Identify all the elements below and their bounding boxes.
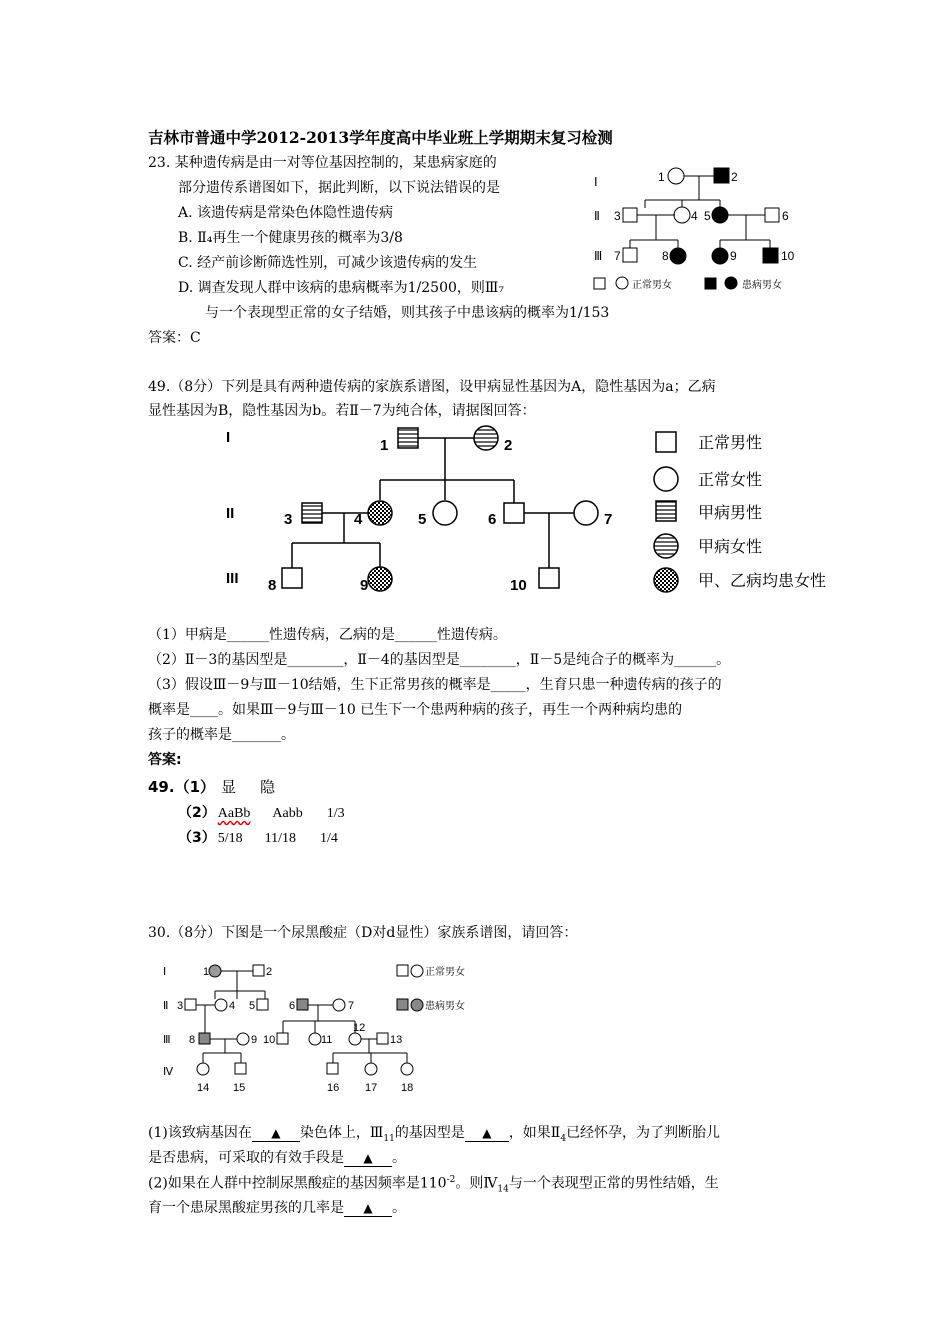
q30-part-2-line1 (148, 1176, 719, 1194)
q30-p1-sub4: 4 (560, 1133, 567, 1144)
q49-answer-3-v2: 11/18 (264, 831, 297, 846)
q49-gen-1: I (226, 429, 231, 446)
q49-part-3-line3: 孩子的概率是_______。 (148, 727, 295, 743)
q49-legend-a-female: 甲病女性 (698, 539, 763, 556)
q23-id-8: 8 (662, 249, 669, 263)
q23-id-4: 4 (691, 209, 698, 223)
q30-id-16: 16 (327, 1082, 340, 1094)
q30-id-5: 5 (249, 1000, 256, 1012)
q23-pedigree-diagram (590, 160, 800, 295)
q30-id-1: 1 (203, 966, 210, 978)
q30-id-8: 8 (189, 1034, 196, 1046)
q30-p1-text-a: (1)该致病基因在 (148, 1125, 252, 1141)
q23-id-5: 5 (704, 209, 711, 223)
q23-gen-2: Ⅱ (594, 209, 600, 223)
q30-p1-text-b: 染色体上，Ⅲ (299, 1125, 384, 1141)
q23-option-b: B. Ⅱ₄再生一个健康男孩的概率为3/8 (178, 230, 403, 246)
q30-id-17: 17 (365, 1082, 378, 1094)
q49-answer-3 (178, 827, 338, 847)
q23-gen-1: Ⅰ (594, 175, 598, 189)
q30-p1-text-c: 的基因型是 (394, 1125, 465, 1141)
q49-id-5: 5 (418, 511, 427, 528)
q23-stem-line2: 部分遗传系谱图如下，据此判断，以下说法错误的是 (178, 180, 500, 196)
q49-part-2: （2）Ⅱ－3的基因型是________，Ⅱ－4的基因型是________，Ⅱ－5是纯合子的概率为______。 (148, 652, 731, 668)
q30-p1-text-e: 已经怀孕，为了判断胎儿 (566, 1125, 721, 1141)
q49-answer-2-v2: Aabb (272, 806, 303, 821)
q23-legend-normal: 正常男女 (632, 280, 672, 291)
q30-p2-text-d: 与一个表现型正常的男性结婚，生 (508, 1175, 719, 1192)
q49-legend-normal-female: 正常女性 (698, 472, 763, 489)
q49-answer-3-prefix: （3） (178, 830, 216, 846)
q23-gen-3: Ⅲ (594, 249, 603, 263)
q49-id-6: 6 (488, 511, 497, 528)
q30-id-10: 10 (263, 1034, 276, 1046)
q30-blank-3: ▲ (344, 1152, 392, 1167)
q23-id-3: 3 (614, 209, 621, 223)
q23-id-10: 10 (781, 249, 795, 263)
q30-p2-text-e: 育一个患尿黑酸症男孩的几率是 (148, 1200, 344, 1216)
q49-id-7: 7 (604, 511, 613, 528)
q30-part-1-line2 (148, 1151, 406, 1167)
q30-id-4: 4 (229, 1000, 236, 1012)
q49-answer-2-v1: AaBb (217, 806, 251, 821)
q30-part-1-line1 (148, 1126, 720, 1144)
q49-id-10: 10 (510, 577, 527, 594)
q49-answer-label: 答案: (148, 752, 182, 768)
q30-p2-text-a: (2)如果在人群中控制尿黑酸症的基因频率是1 (148, 1175, 429, 1192)
q23-option-a: A. 该遗传病是常染色体隐性遗传病 (178, 205, 394, 221)
q23-answer: 答案：C (148, 330, 201, 346)
q49-legend-normal-male: 正常男性 (698, 435, 763, 452)
q23-id-6: 6 (782, 209, 789, 223)
q23-id-2: 2 (731, 170, 738, 184)
q49-pedigree-diagram (220, 420, 840, 600)
q49-answer-1-v2: 隐 (260, 778, 276, 796)
q49-legend-a-male: 甲病男性 (698, 505, 763, 522)
q30-id-13: 13 (390, 1034, 403, 1046)
q30-id-12: 12 (353, 1022, 366, 1034)
q49-legend-ab-female: 甲、乙病均患女性 (698, 573, 827, 590)
q30-id-14: 14 (197, 1082, 210, 1094)
q49-answer-3-v1: 5/18 (217, 831, 243, 846)
q30-legend-normal: 正常男女 (425, 967, 465, 978)
q30-p2-text-b: 10 (428, 1175, 447, 1192)
q30-gen-3: Ⅲ (163, 1034, 171, 1046)
q30-pedigree-diagram (155, 955, 515, 1100)
q30-id-6: 6 (289, 1000, 296, 1012)
q30-gen-1: Ⅰ (163, 966, 167, 978)
q49-answer-2 (178, 802, 345, 822)
q49-stem-line1: 49.（8分）下列是具有两种遗传病的家族系谱图，设甲病显性基因为A，隐性基因为a；乙病 (148, 379, 716, 395)
q30-blank-1: ▲ (252, 1127, 300, 1142)
q30-blank-2: ▲ (465, 1127, 509, 1142)
q23-option-d: D. 调查发现人群中该病的患病概率为1/2500，则Ⅲ₇ (178, 280, 504, 296)
q30-id-11: 11 (321, 1034, 333, 1046)
q23-stem-line1: 23. 某种遗传病是由一对等位基因控制的，某患病家庭的 (148, 155, 497, 171)
q49-id-3: 3 (284, 511, 293, 528)
q49-gen-2: II (226, 505, 235, 522)
q30-id-7: 7 (348, 1000, 355, 1012)
q49-part-3-line2: 概率是____。如果Ⅲ－9与Ⅲ－10 已生下一个患两种病的孩子，再生一个两种病均患的 (148, 702, 683, 718)
q30-p1-text-d: ，如果Ⅱ (508, 1125, 561, 1141)
q49-id-9: 9 (360, 577, 369, 594)
q49-id-4: 4 (354, 511, 363, 528)
q49-answer-1 (148, 776, 275, 797)
q30-id-9: 9 (251, 1034, 258, 1046)
q30-legend-affected: 患病男女 (425, 1001, 465, 1012)
q49-answer-1-prefix: 49.（1） (148, 778, 216, 796)
q30-p2-sub14: 14 (497, 1184, 509, 1195)
q30-p2-text-f: 。 (392, 1200, 406, 1216)
q30-stem: 30.（8分）下图是一个尿黑酸症（D对d显性）家族系谱图，请回答： (148, 925, 578, 941)
q49-part-1: （1）甲病是______性遗传病，乙病的是______性遗传病。 (148, 627, 507, 643)
q49-id-2: 2 (504, 437, 513, 454)
q30-blank-4: ▲ (344, 1202, 392, 1217)
q23-id-1: 1 (658, 170, 665, 184)
q23-option-c: C. 经产前诊断筛选性别，可减少该遗传病的发生 (178, 255, 478, 271)
q30-p1-text-g: 。 (392, 1150, 406, 1166)
q30-p2-text-c: 。则Ⅳ (455, 1175, 498, 1192)
q30-id-3: 3 (177, 1000, 184, 1012)
q23-legend-affected: 患病男女 (742, 280, 782, 291)
q30-p1-text-f: 是否患病，可采取的有效手段是 (148, 1150, 344, 1166)
q49-id-8: 8 (268, 577, 277, 594)
q30-p1-sub11: 11 (383, 1133, 395, 1144)
q30-gen-4: Ⅳ (163, 1066, 174, 1078)
q49-stem-line2: 显性基因为B，隐性基因为b。若Ⅱ－7为纯合体，请据图回答： (148, 403, 536, 419)
q23-id-7: 7 (614, 249, 621, 263)
q49-answer-2-v3: 1/3 (326, 806, 345, 821)
q49-id-1: 1 (380, 437, 389, 454)
q49-answer-2-prefix: （2） (178, 805, 216, 821)
q49-part-3-line1: （3）假设Ⅲ－9与Ⅲ－10结婚，生下正常男孩的概率是_____，生育只患一种遗传病的孩子的 (148, 677, 722, 693)
q30-part-2-line2 (148, 1201, 406, 1217)
q30-id-2: 2 (266, 966, 273, 978)
q30-p2-exp: -2 (446, 1175, 456, 1185)
q49-gen-3: III (226, 570, 239, 587)
q23-id-9: 9 (730, 249, 737, 263)
q23-option-d-cont: 与一个表现型正常的女子结婚，则其孩子中患该病的概率为1/153 (205, 305, 610, 321)
q30-gen-2: Ⅱ (163, 1000, 169, 1012)
page-title: 吉林市普通中学2012-2013学年度高中毕业班上学期期末复习检测 (148, 128, 613, 147)
q49-answer-3-v3: 1/4 (320, 831, 338, 846)
q30-id-18: 18 (401, 1082, 414, 1094)
q49-answer-1-v1: 显 (221, 778, 237, 796)
q30-id-15: 15 (233, 1082, 246, 1094)
